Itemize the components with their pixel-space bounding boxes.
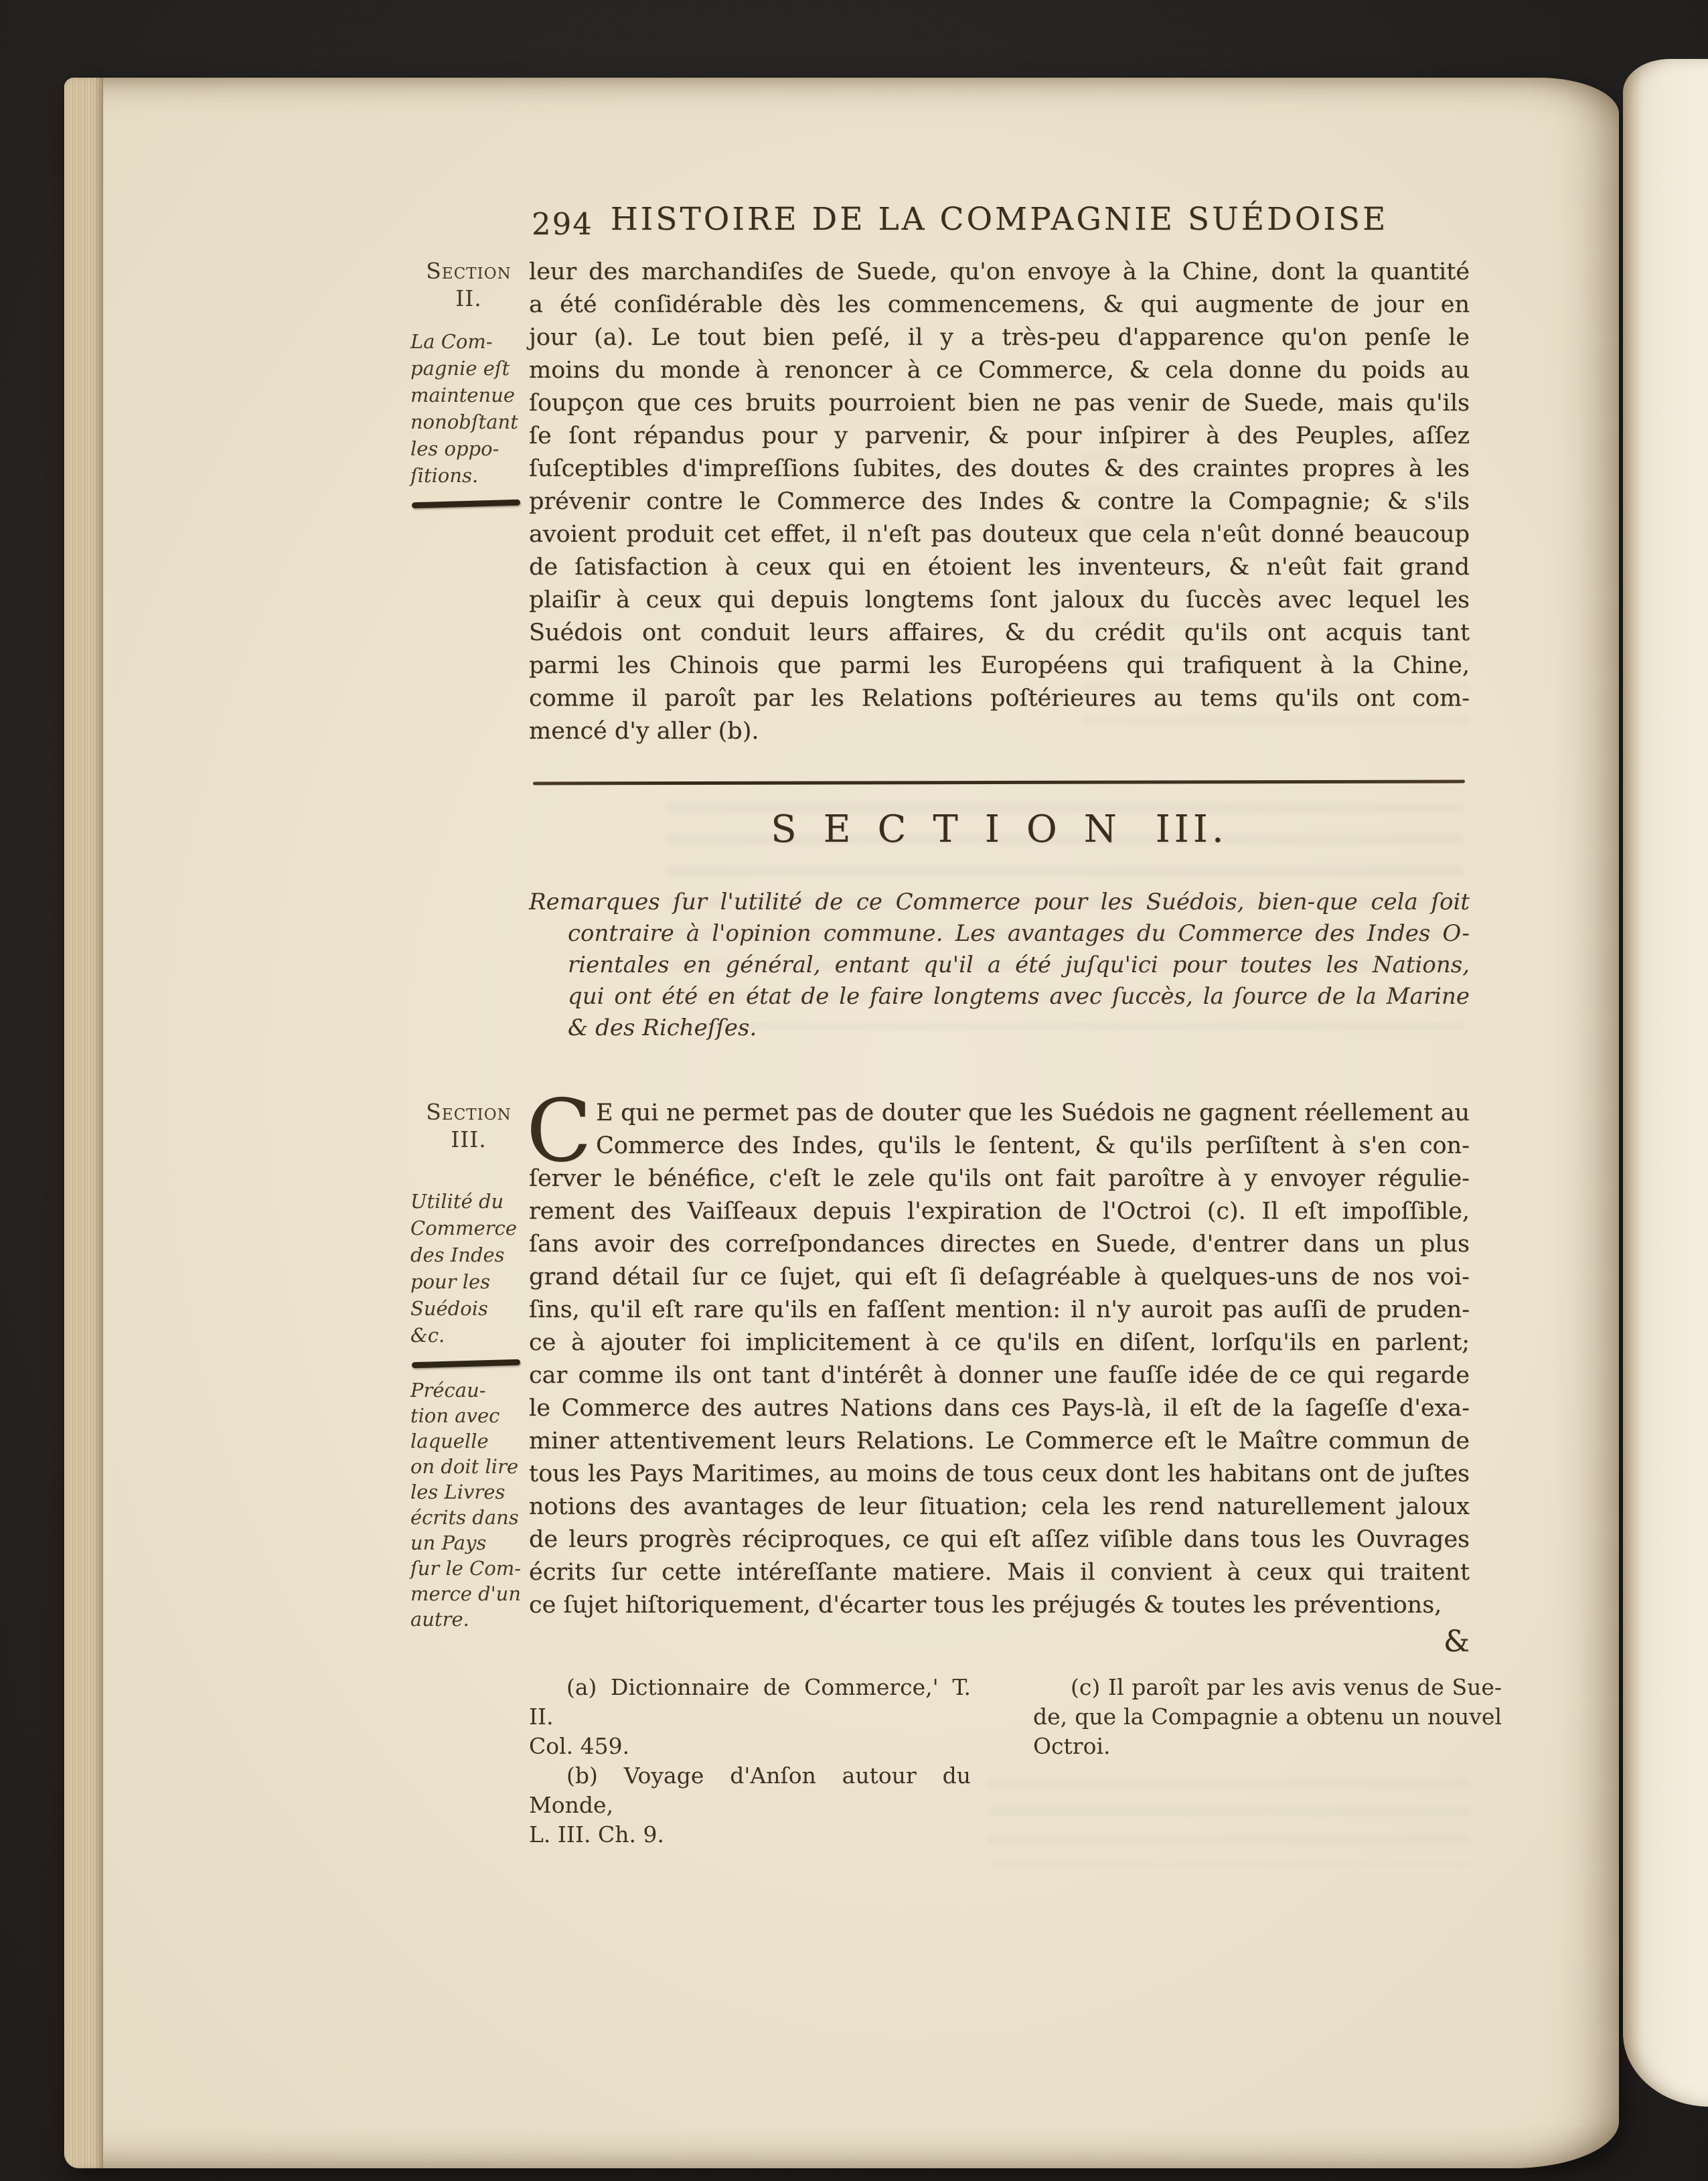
- text-line: ce à ajouter foi implicitement à ce qu'ils en diſent, lorſqu'ils en parlent;: [529, 1329, 1470, 1356]
- text-line: rientales en général, entant qu'il a été juſqu'ici pour toutes les Nations,: [568, 952, 1470, 978]
- page-number: 294: [532, 206, 593, 242]
- margin-note-line: pagnie eſt: [410, 357, 510, 380]
- text-line: car comme ils ont tant d'intérêt à donner une fauſſe idée de ce qui regarde: [529, 1362, 1470, 1389]
- footnote-column-right: [1033, 1673, 1502, 1761]
- text-line: miner attentivement leurs Relations. Le Commerce eſt le Maître commun de: [529, 1428, 1470, 1454]
- margin-note-line: autre.: [410, 1608, 469, 1631]
- catchword: &: [1443, 1625, 1470, 1659]
- text-line: ſans avoir des correſpondances directes en Suede, d'entrer dans un plus: [529, 1231, 1470, 1258]
- margin-note-line: Commerce: [410, 1217, 518, 1239]
- text-line: ſerver le bénéfice, c'eſt le zele qu'ils ont fait paroître à y envoyer régulie-: [529, 1165, 1470, 1192]
- text-line: rement des Vaiſſeaux depuis l'expiration de l'Octroi (c). Il eſt impoſſible,: [529, 1198, 1470, 1225]
- margin-section3-heading: [410, 1098, 527, 1153]
- body-paragraph-section2: [529, 256, 1470, 748]
- text-line: & des Richeſſes.: [568, 1014, 757, 1041]
- margin-note-line: pour les: [410, 1270, 491, 1293]
- text-line: plaiſir à ceux qui depuis longtems ſont jaloux du ſuccès avec lequel les: [529, 587, 1470, 613]
- text-line: prévenir contre le Commerce des Indes & contre la Compagnie; & s'ils: [529, 488, 1470, 515]
- margin-heading-word: Section: [426, 1099, 512, 1125]
- running-head: HISTOIRE DE LA COMPAGNIE SUÉDOISE: [610, 201, 1389, 238]
- margin-note-line: maintenue: [410, 384, 516, 406]
- margin-note-line: nonobſtant: [410, 410, 518, 433]
- margin-note-line: ſur le Com-: [410, 1557, 522, 1580]
- text-line: moins du monde à renoncer à ce Commerce, & cela donne du poids au: [529, 357, 1470, 384]
- margin-note-line: &c.: [410, 1324, 445, 1347]
- text-line: notions des avantages de leur ſituation; cela les rend naturellement jaloux: [529, 1493, 1470, 1520]
- book-page: [64, 78, 1619, 2168]
- footnote-line: L. III. Ch. 9.: [529, 1821, 664, 1848]
- section-divider-rule: [533, 780, 1465, 785]
- section3-heading-word: SECTION: [771, 808, 1144, 851]
- footnote-column-left: [529, 1673, 971, 1850]
- section3-abstract: [529, 887, 1470, 1044]
- margin-note-line: tion avec: [410, 1404, 500, 1427]
- section3-heading-numeral: III.: [1155, 808, 1228, 851]
- footnote-line: de, que la Compagnie a obtenu un nouvel: [1033, 1704, 1502, 1730]
- margin-note-line: Suédois: [410, 1297, 488, 1320]
- text-line: tous les Pays Maritimes, au moins de tous ceux dont les habitans ont de juſtes: [529, 1460, 1470, 1487]
- body-paragraph-section3: [529, 1097, 1470, 1622]
- margin-note-section3: [410, 1098, 527, 1632]
- margin-note-line: les Livres: [410, 1481, 506, 1503]
- margin-note-section2: [410, 257, 527, 507]
- margin-heading-word: Section: [426, 258, 512, 284]
- margin-divider-rule: [412, 500, 520, 509]
- text-line: comme il paroît par les Relations poſtérieures au tems qu'ils ont com-: [529, 685, 1470, 712]
- margin-divider-rule: [412, 1359, 520, 1369]
- text-line: ſins, qu'il eſt rare qu'ils en faſſent mention: il n'y auroit pas auſſi de pruden-: [529, 1296, 1470, 1323]
- margin-note-line: ſitions.: [410, 464, 479, 487]
- margin-note-line: Précau-: [410, 1379, 486, 1402]
- margin-note-text: [410, 1188, 527, 1349]
- margin-note-line: La Com-: [410, 330, 493, 353]
- text-line: écrits ſur cette intéreſſante matiere. Mais il convient à ceux qui traitent: [529, 1559, 1470, 1586]
- margin-note-text: [410, 1377, 527, 1632]
- text-line: ce ſujet hiſtoriquement, d'écarter tous les préjugés & toutes les préventions,: [529, 1592, 1442, 1619]
- text-line: le Commerce des autres Nations dans ces Pays-là, il eſt de la ſageſſe d'exa-: [529, 1395, 1470, 1422]
- ink-bleedthrough-artifact: [988, 1779, 1470, 1866]
- text-line: Commerce des Indes, qu'ils le ſentent, & qu'ils perſiſtent à s'en con-: [596, 1132, 1470, 1159]
- margin-heading-numeral: III.: [451, 1126, 487, 1152]
- footnote-line: (b) Voyage d'Anſon autour du Monde,: [529, 1762, 971, 1818]
- text-line: parmi les Chinois que parmi les Européens qui trafiquent à la Chine,: [529, 652, 1470, 679]
- facing-page-edge: [1623, 59, 1708, 2107]
- text-line: contraire à l'opinion commune. Les avantages du Commerce des Indes O-: [568, 920, 1470, 947]
- text-line: mencé d'y aller (b).: [529, 718, 759, 745]
- margin-note-line: un Pays: [410, 1531, 487, 1554]
- margin-note-text: [410, 328, 527, 489]
- text-line: ſoupçon que ces bruits pourroient bien ne pas venir de Suede, mais qu'ils: [529, 390, 1470, 417]
- text-line: qui ont été en état de le faire longtems avec ſuccès, la ſource de la Marine: [568, 983, 1470, 1010]
- margin-note-line: les oppo-: [410, 437, 499, 460]
- margin-note-line: on doit lire: [410, 1455, 519, 1478]
- footnote-line: Octroi.: [1033, 1733, 1111, 1759]
- footnote-line: Col. 459.: [529, 1733, 630, 1759]
- section3-heading: [529, 808, 1470, 851]
- margin-note-line: des Indes: [410, 1244, 505, 1266]
- margin-heading-numeral: II.: [455, 285, 482, 311]
- page-stack-edges: [64, 78, 103, 2168]
- margin-note-line: Utilité du: [410, 1190, 504, 1213]
- text-line: ſe ſont répandus pour y parvenir, & pour inſpirer à des Peuples, aſſez: [529, 423, 1470, 449]
- text-line: a été conſidérable dès les commencemens, & qui augmente de jour en: [529, 291, 1470, 318]
- text-line: de ſatisfaction à ceux qui en étoient les inventeurs, & n'eût fait grand: [529, 554, 1470, 581]
- text-line: ſuſceptibles d'impreſſions ſubites, des doutes & des craintes propres à les: [529, 455, 1470, 482]
- text-line: E qui ne permet pas de douter que les Suédois ne gagnent réellement au: [596, 1100, 1470, 1126]
- margin-note-line: merce d'un: [410, 1582, 522, 1605]
- drop-cap: C: [526, 1081, 592, 1181]
- footnote-line: (a) Dictionnaire de Commerce,' T. II.: [529, 1674, 971, 1730]
- text-line: Suédois ont conduit leurs affaires, & du crédit qu'ils ont acquis tant: [529, 619, 1470, 646]
- footnote-line: (c) Il paroît par les avis venus de Sue-: [1071, 1674, 1502, 1700]
- text-line: de leurs progrès réciproques, ce qui eſt aſſez viſible dans tous les Ouvrages: [529, 1526, 1470, 1553]
- text-line: leur des marchandiſes de Suede, qu'on envoye à la Chine, dont la quantité: [529, 258, 1470, 285]
- margin-section2-heading: [410, 257, 527, 312]
- text-line: Remarques ſur l'utilité de ce Commerce pour les Suédois, bien-que cela ſoit: [529, 889, 1470, 915]
- text-line: grand détail ſur ce ſujet, qui eſt ſi deſagréable à quelques-uns de nos voi-: [529, 1264, 1470, 1290]
- margin-note-line: écrits dans: [410, 1506, 519, 1529]
- margin-note-line: laquelle: [410, 1430, 489, 1452]
- text-line: avoient produit cet effet, il n'eſt pas douteux que cela n'eût donné beaucoup: [529, 521, 1470, 548]
- text-line: jour (a). Le tout bien peſé, il y a très-peu d'apparence qu'on penſe le: [529, 324, 1470, 351]
